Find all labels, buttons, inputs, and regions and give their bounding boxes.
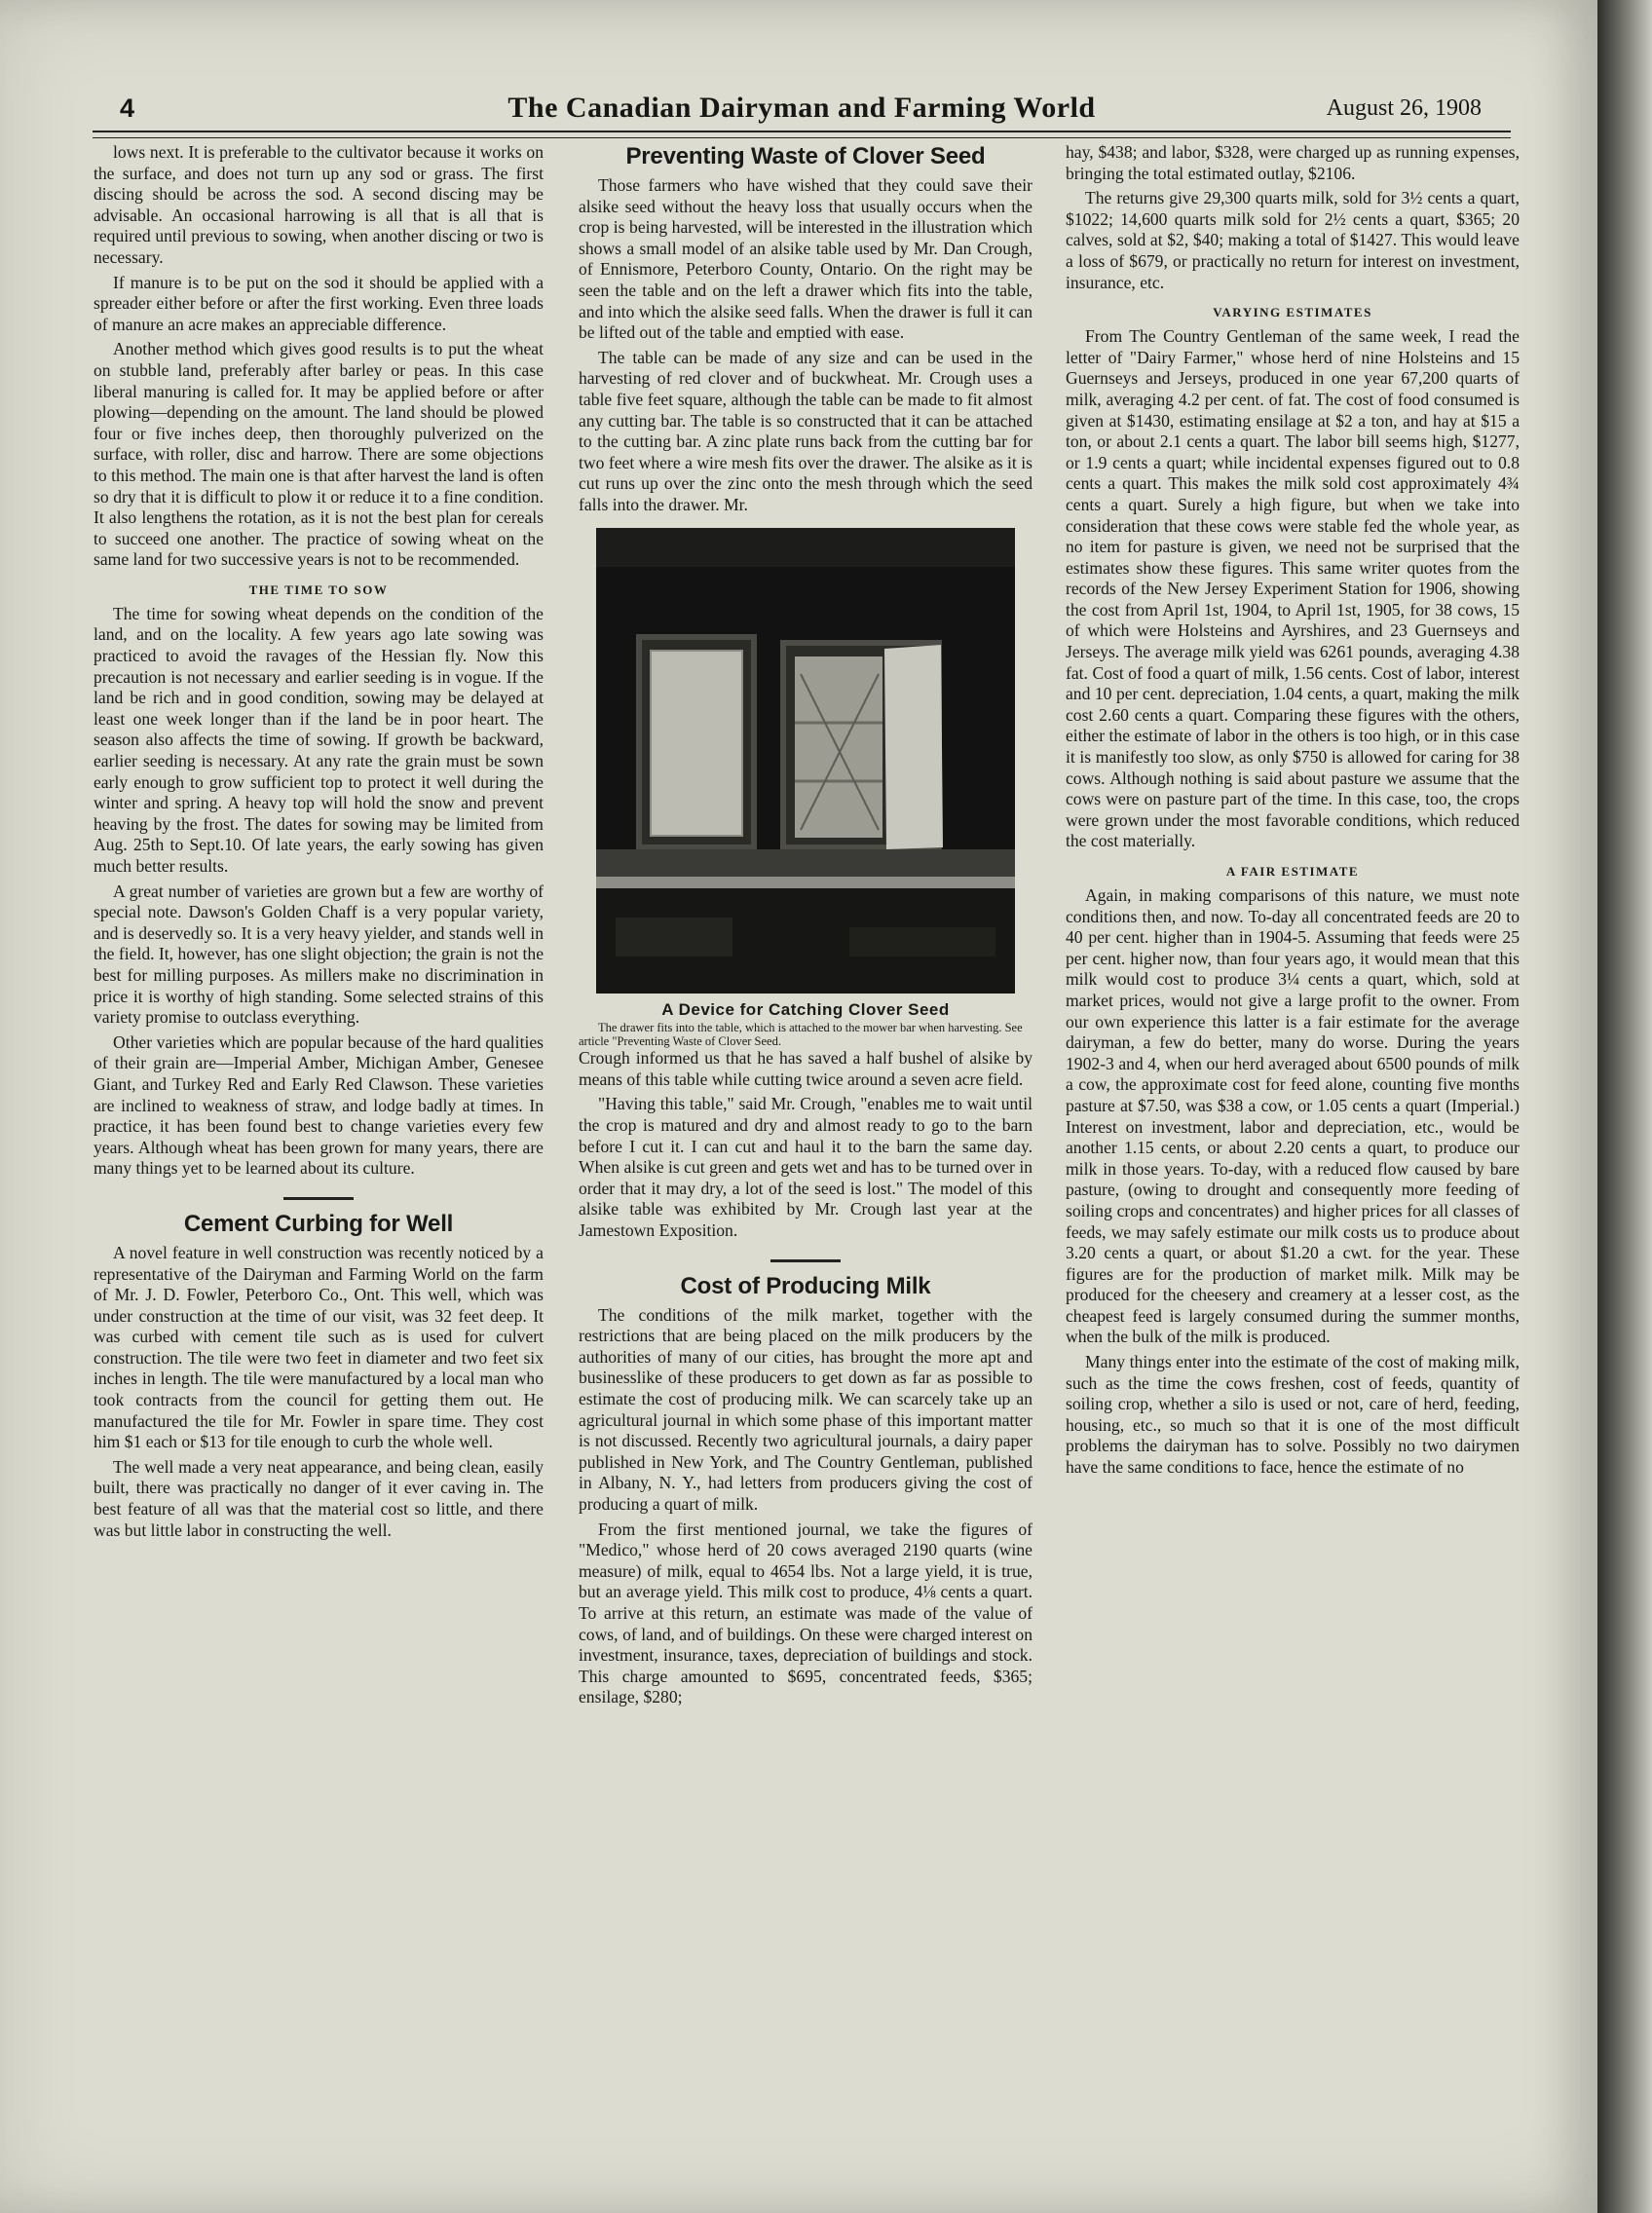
paragraph: The table can be made of any size and can be used in the harvesting of red clover and of buckwheat. Mr. Crough uses a table five feet square, although the table can be made to fit almost any cutting bar. The table is so constructed that it can be attached to the cutting bar. A zinc plate runs back from the cutting bar for two feet where a wire mesh fits over the drawer. The alsike as it is cut runs up over the zinc onto the mesh through which the seed falls into the drawer. Mr. <box>579 347 1032 514</box>
figure-title: A Device for Catching Clover Seed <box>661 999 950 1019</box>
paragraph: A novel feature in well construction was recently noticed by a representative of the Dairyman and Farming World on the farm of Mr. J. D. Fowler, Peterboro Co., Ont. This well, which was under construction at the time of our visit, was 32 feet deep. It was curbed with cement tile such as is used for culvert construction. The tile were two feet in diameter and two feet six inches in length. The tile were manufactured by a local man who took contracts from the council for getting them out. He manufactured the tile for Mr. Fowler in spare time. They cost him $1 each or $13 for tile enough to curb the whole well. <box>94 1242 544 1452</box>
paragraph: From The Country Gentleman of the same week, I read the letter of "Dairy Farmer," whose herd of nine Holsteins and 15 Guernseys and Jerseys, produced in one year 67,200 quarts of milk, averaging 4.2 per cent. of fat. The cost of food consumed is given at $1430, estimating ensilage at $2 a ton, and hay at $15 a ton, or about 2.1 cents a quart. The labor bill seems high, $1277, or 1.9 cents a quart; while incidental expenses figured out to 0.8 cents a quart. This makes the milk sold cost approximately 4¾ cents a quart. Surely a high figure, but when we take into consideration that these cows were stable fed the whole year, as no item for pasture is given, we need not be surprised that the estimates show these figures. This same writer quotes from the records of the New Jersey Experiment Station for 1906, showing the cost from April 1st, 1904, to April 1st, 1905, for 38 cows, 15 of which were Holsteins and Ayrshires, and 23 Guernseys and Jerseys. The average milk yield was 6261 pounds, averaging 4.38 fat. Cost of food a quart of milk, 1.56 cents. Cost of labor, interest and 10 per cent. depreciation, 1.04 cents, a quart, making the milk cost 2.60 cents a quart. Comparing these figures with the others, either the estimate of labor in the others is too high, or in this case it is manifestly too slow, as only $750 is allowed for caring for 38 cows. Although nothing is said about pasture we assume that the cows were on pasture part of the time. In this case, too, the crops were grown under the most favorable conditions, which reduced the cost materially. <box>1066 326 1520 851</box>
column-1 <box>94 142 544 1541</box>
paragraph: The well made a very neat appearance, and being clean, easily built, there was practically no danger of it ever caving in. The best feature of all was that the material cost so little, and there was but little labor in constructing the well. <box>94 1456 544 1540</box>
page-number: 4 <box>120 94 135 123</box>
paragraph: hay, $438; and labor, $328, were charged up as running expenses, bringing the total estimated outlay, $2106. <box>1066 142 1520 183</box>
paragraph: Many things enter into the estimate of the cost of making milk, such as the time the cows freshen, cost of feeds, quantity of soiling crop, whether a silo is used or not, care of herd, feeding, housing, etc., so much so that it is one of the most difficult problems the dairyman has to solve. Possibly no two dairymen have the same conditions to face, hence the estimate of no <box>1066 1352 1520 1478</box>
paragraph: From the first mentioned journal, we take the figures of "Medico," whose herd of 20 cows averaged 2190 quarts (wine measure) of milk, equal to 4654 lbs. Not a large yield, it is true, but an average yield. This milk cost to produce, 4⅛ cents a quart. To arrive at this return, an estimate was made of the value of cows, of land, and of buildings. On these were charged interest on investment, insurance, taxes, depreciation of buildings and stock. This charge amounted to $695, concentrated feeds, $365; ensilage, $280; <box>579 1519 1032 1707</box>
paragraph: Again, in making comparisons of this nature, we must note conditions then, and now. To-day all concentrated feeds are 20 to 40 per cent. higher than in 1904-5. Assuming that feeds were 25 per cent. higher now, than four years ago, it would mean that this milk would cost to produce 3¼ cents a quart, which, sold at market prices, would not give a large profit to the owner. From our own experience this latter is a fair estimate for the average dairyman, a few do better, many do worse. During the years 1902-3 and 4, when our herd averaged about 6500 pounds of milk a cow, the approximate cost for feed alone, counting five months pasture at $7.50, was $38 a cow, or 1.05 cents a quart (Imperial.) Interest on investment, labor and depreciation, etc., would be another 1.15 cents, or about 2.20 cents a quart, to produce our milk in those years. To-day, with a reduced flow caused by bare pasture, (owing to drought and consequently more feeding of soiling crops and concentrates) and higher prices for all classes of feeds, we may safely estimate our milk costs us to produce about 3.20 cents a quart, or about $1.20 a cwt. for the year. These figures are for the production of market milk. Milk may be produced for the cheesery and creamery at a lesser cost, as the cheapest feed is largely consumed during the summer months, when the bulk of the milk is produced. <box>1066 885 1520 1347</box>
paragraph: Crough informed us that he has saved a half bushel of alsike by means of this table while cutting twice around a seven acre field. <box>579 1048 1032 1089</box>
headline-clover-seed: Preventing Waste of Clover Seed <box>625 143 986 169</box>
wheat-article-body <box>94 142 544 571</box>
paragraph: lows next. It is preferable to the cultivator because it works on the surface, and does not turn up any sod or grass. The first discing should be across the sod. A second discing may be advisable. An occasional harrowing is all that is all that is required until previous to sowing, when another discing or two is necessary. <box>94 142 544 267</box>
fair-estimate-body <box>1066 885 1520 1479</box>
clover-device-illustration <box>596 528 1015 994</box>
section-divider <box>283 1197 354 1200</box>
clover-article-continued <box>579 1048 1032 1241</box>
paragraph: The returns give 29,300 quarts milk, sold for 3½ cents a quart, $1022; 14,600 quarts milk sold for 2½ cents a quart, $365; 20 calves, sold at $2, $40; making a total of $1427. This would leave a loss of $679, or practically no return for interest on investment, insurance, etc. <box>1066 188 1520 292</box>
section-divider <box>770 1259 841 1262</box>
column-3 <box>1066 142 1520 1479</box>
headline-cement-curbing: Cement Curbing for Well <box>183 1210 454 1237</box>
issue-date: August 26, 1908 <box>1326 95 1482 121</box>
paragraph: If manure is to be put on the sod it should be applied with a spreader either before or after the first working. Even three loads of manure an acre makes an appreciable difference. <box>94 272 544 334</box>
paragraph: The conditions of the milk market, together with the restrictions that are being placed on the milk producers by the authorities of many of our cities, has brought the more apt and businesslike of these producers to get down as far as possible to estimate the cost of producing milk. We can scarcely take up an agricultural journal in which some phase of this important matter is not discussed. Recently two agricultural journals, a dairy paper published in New York, and The Country Gentleman, published in Albany, N. Y., had letters from producers giving the cost of producing a quart of milk. <box>579 1304 1032 1514</box>
masthead-rule <box>93 131 1511 138</box>
masthead <box>93 92 1511 131</box>
time-to-sow-body <box>94 604 544 1180</box>
paragraph: The time for sowing wheat depends on the condition of the land, and on the locality. A few years ago late sowing was practiced to avoid the ravages of the Hessian fly. Now this precaution is not necessary and earlier seeding is in vogue. If the land be rich and in good condition, sowing may be delayed at least one week longer than if the land be in poor heart. The season also affects the time of sowing. If growth be backward, earlier seeding is necessary. At any rate the grain must be sown early enough to grow sufficient top to protect it well during the winter and spring. A heavy top will hold the snow and prevent heaving by the frost. The dates for sowing may be limited from Aug. 25th to Sept.10. Of late years, the early sowing has given much better results. <box>94 603 544 876</box>
paragraph: "Having this table," said Mr. Crough, "enables me to wait until the crop is matured and dry and almost ready to go to the barn before I cut it. I can cut and haul it to the barn the same day. When alsike is cut green and gets wet and has to be turned over in order that it may dry, a lot of the seed is lost." The model of this alsike table was exhibited by Mr. Crough last year at the Jamestown Exposition. <box>579 1094 1032 1241</box>
clover-device-photo <box>596 528 1015 994</box>
subhead-fair-estimate: A FAIR ESTIMATE <box>1225 864 1360 879</box>
milk-article-body <box>579 1305 1032 1708</box>
headline-cost-of-milk: Cost of Producing Milk <box>680 1272 931 1299</box>
figure-caption: The drawer fits into the table, which is attached to the mower bar when harvesting. See article "Preventing Waste of Clover Seed. <box>579 1021 1023 1048</box>
paragraph: Other varieties which are popular because of the hard qualities of their grain are—Imperial Amber, Michigan Amber, Genesee Giant, and Turkey Red and Early Red Clawson. These varieties are inclined to weakness of straw, and lodge badly at times. In practice, it has been found best to change varieties every few years. Although wheat has been grown for many years, there are many things yet to be learned about its culture. <box>94 1031 544 1179</box>
cement-article-body <box>94 1243 544 1541</box>
paragraph: A great number of varieties are grown but a few are worthy of special note. Dawson's Golden Chaff is a very popular variety, and is deservedly so. It is a very heavy yielder, and stands well in the field. It, however, has one slight objection; the grain is not the best for milling purposes. As millers make no discrimination in price it is worthy of high standing. Some selected strains of this variety promise to outclass everything. <box>94 881 544 1028</box>
page-edge-shadow <box>1597 0 1652 2213</box>
paragraph: Those farmers who have wished that they could save their alsike seed without the heavy loss that usually occurs when the crop is being harvested, will be interested in the illustration which shows a small model of an alsike table used by Mr. Dan Crough, of Ennismore, Peterboro County, Ontario. On the right may be seen the table and on the left a drawer which fits into the table, and into which the alsike seed falls. When the drawer is full it can be lifted out of the table and emptied with ease. <box>579 175 1032 343</box>
varying-estimates-body <box>1066 326 1520 852</box>
subhead-varying-estimates: VARYING ESTIMATES <box>1213 305 1372 320</box>
clover-article-body <box>579 175 1032 516</box>
subhead-time-to-sow: THE TIME TO SOW <box>248 581 389 597</box>
journal-title: The Canadian Dairyman and Farming World <box>507 92 1096 124</box>
milk-article-continued <box>1066 142 1520 293</box>
column-2 <box>579 142 1032 1708</box>
paragraph: Another method which gives good results is to put the wheat on stubble land, preferably after barley or peas. In this case liberal manuring is called for. It may be applied before or after plowing—depending on the amount. The land should be plowed four or five inches deep, then thoroughly pulverized on the surface, with roller, disc and harrow. There are some objections to this method. The main one is that after harvest the land is often so dry that it is difficult to plow it or reduce it to a fine condition. It also lengthens the rotation, as it is not the best plan for cereals to succeed one another. The practice of sowing wheat on the same land for two successive years is not to be recommended. <box>94 339 544 570</box>
